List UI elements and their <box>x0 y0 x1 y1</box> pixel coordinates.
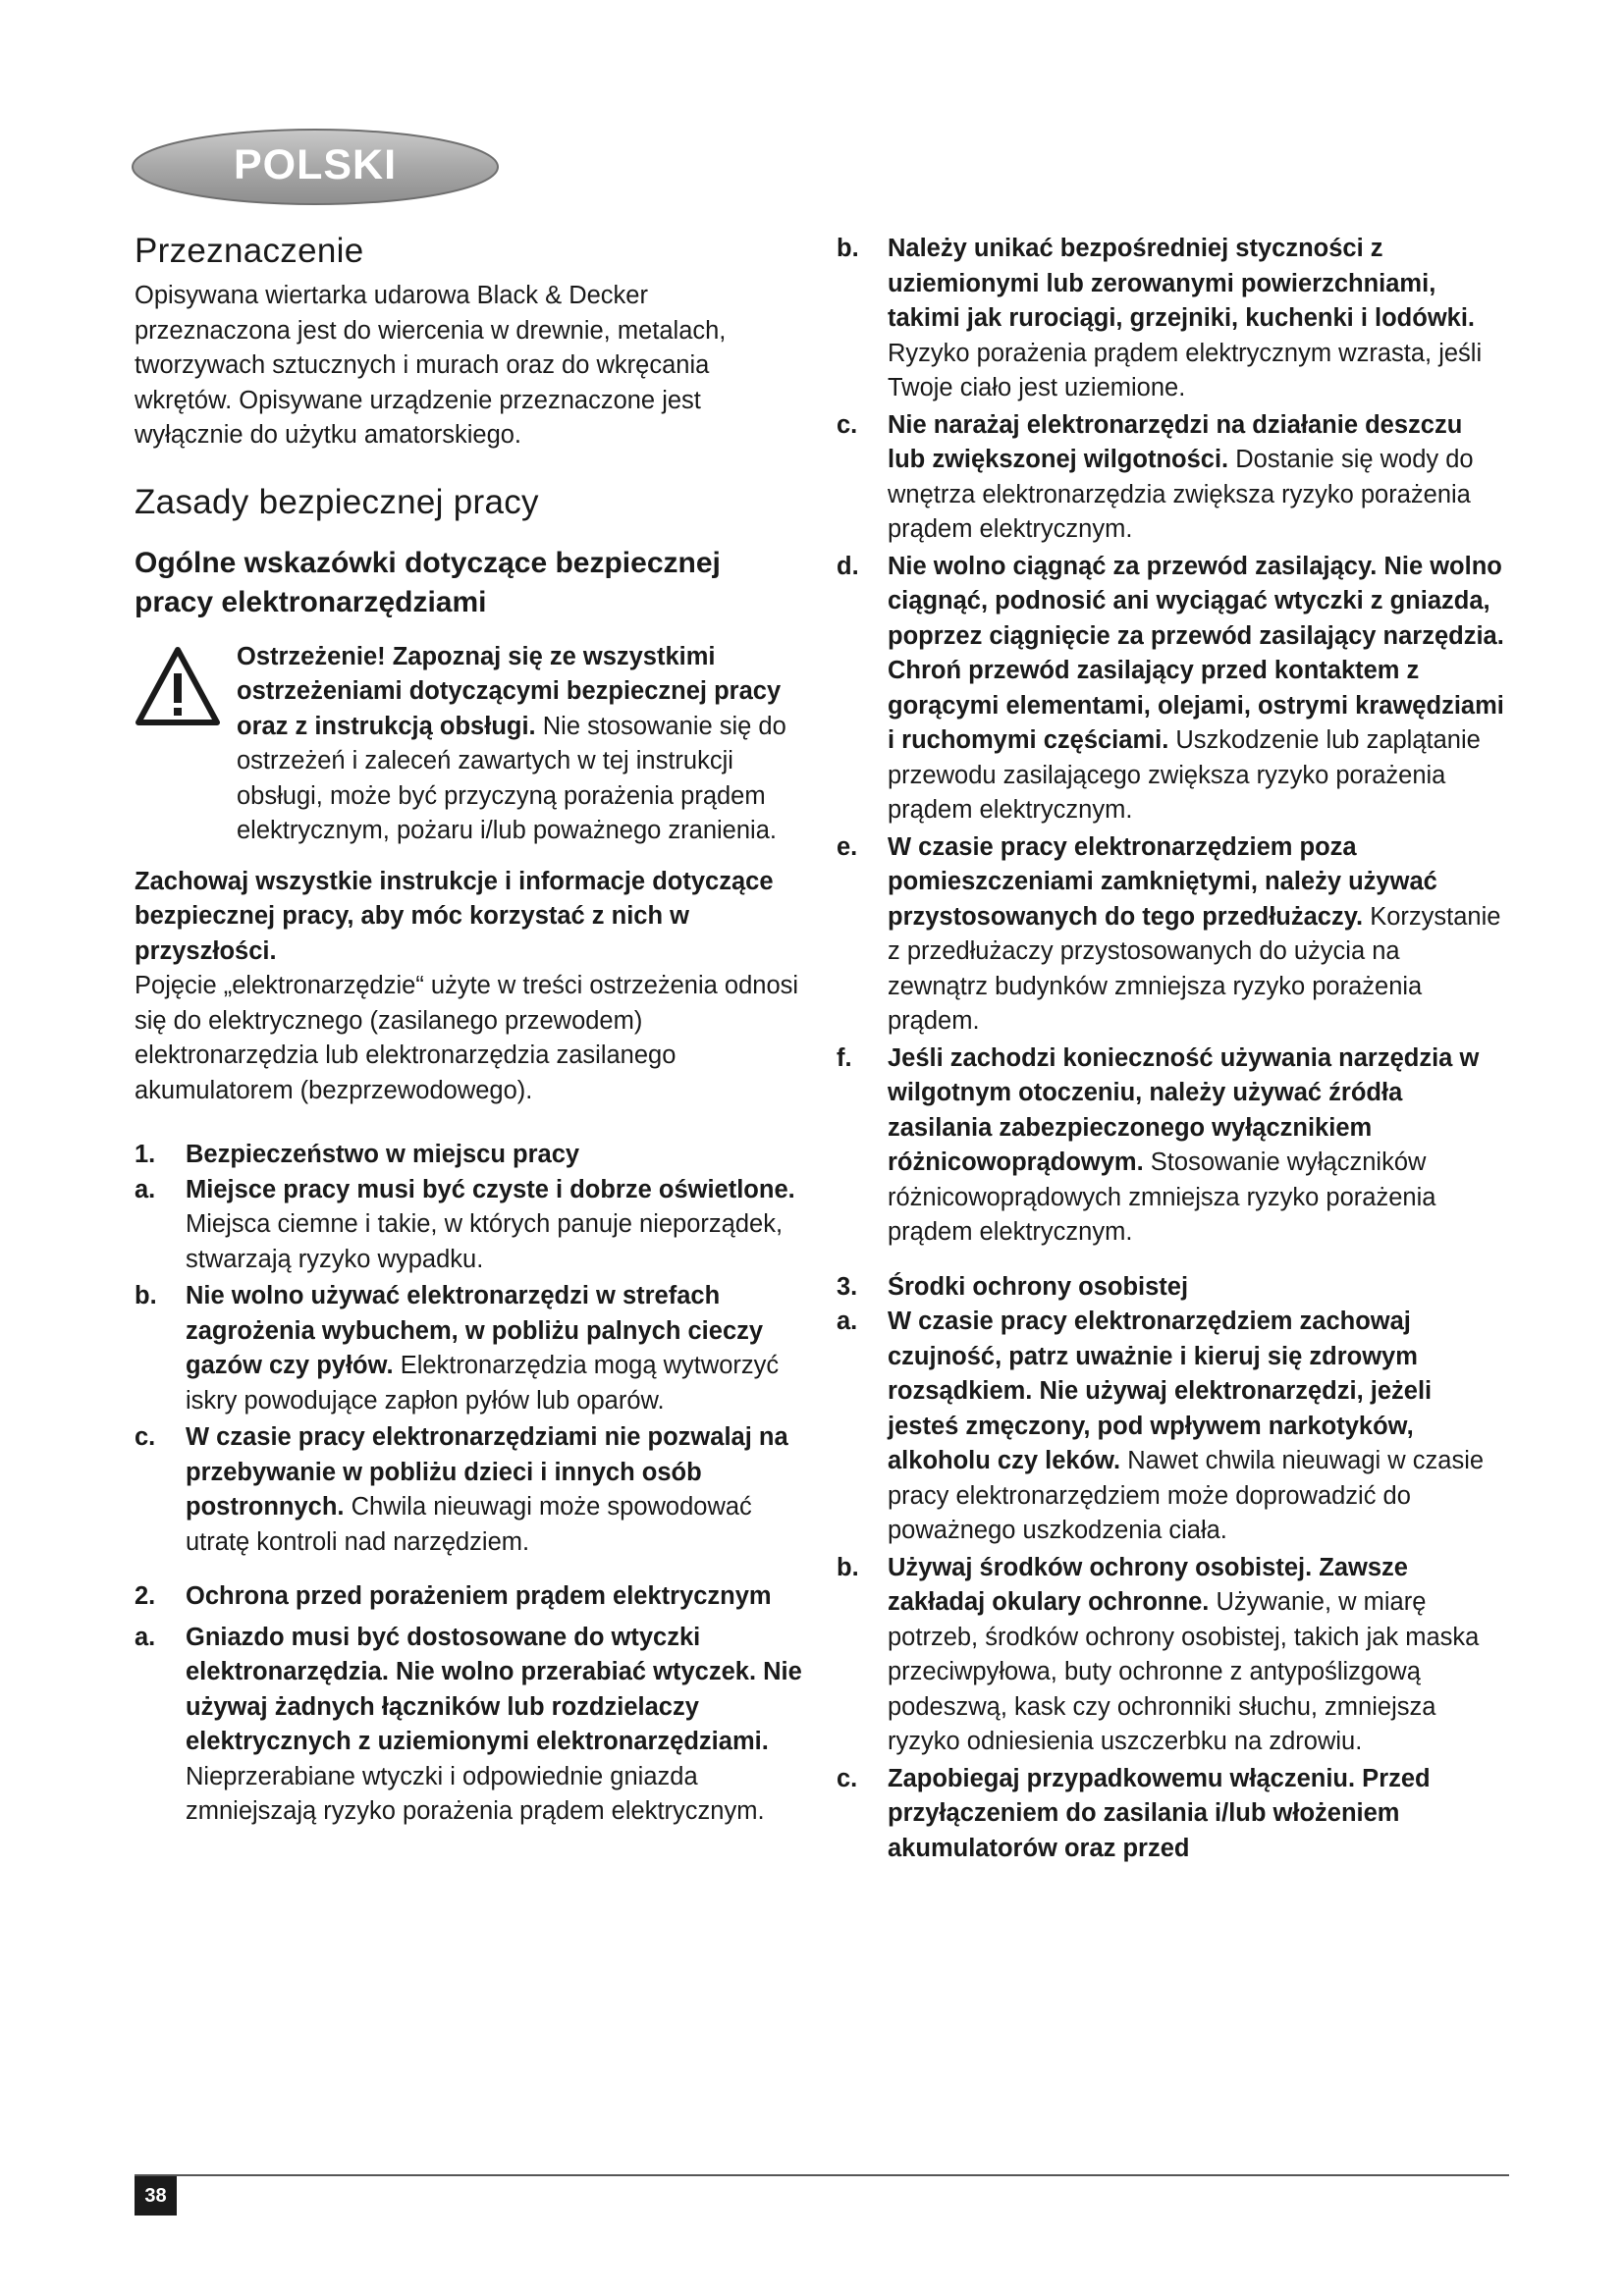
list-item <box>837 1041 1504 1251</box>
item-bold: Miejsce pracy musi być czyste i dobrze oświetlone. <box>186 1175 795 1203</box>
item-letter: c. <box>837 1764 858 1792</box>
spacer <box>837 1253 1504 1270</box>
keep-text: Pojęcie „elektronarzędzie“ użyte w treści ostrzeżenia odnosi się do elektrycznego (zasilanego przewodem) elektronarzędzia lub elektronarzędzia zasilanego akumulatorem (bezprzewodowego). <box>135 972 799 1104</box>
item-letter: b. <box>135 1282 157 1309</box>
warning-bold: Ostrzeżenie! Zapoznaj się ze wszystkimi ostrzeżeniami dotyczącymi bezpiecznej pracy oraz z instrukcją obsługi. <box>237 642 782 740</box>
language-label: POLSKI <box>233 141 398 188</box>
footer-divider <box>135 2174 1509 2176</box>
item-letter: d. <box>837 552 859 580</box>
electrical-section <box>135 1579 802 1830</box>
right-column <box>837 232 1504 1868</box>
item-bold: Nie wolno ciągnąć za przewód zasilający. Nie wolno ciągnąć, podnosić ani wyciągać wtyczki z gniazda, poprzez ciągnięcie za przewód zasilający narzędzia. Chroń przewód zasilający przed kontaktem z gorącymi elementami, olejami, ostrymi krawędziami i ruchomymi częściami. <box>888 552 1504 754</box>
personal-safety-heading <box>837 1270 1504 1306</box>
item-bold: Gniazdo musi być dostosowane do wtyczki elektronarzędzia. Nie wolno przerabiać wtyczek. Nie używaj żadnych łączników lub rozdzielaczy elektrycznych z uziemionymi elektronarzędziami. <box>186 1623 802 1755</box>
item-letter: b. <box>837 1553 859 1581</box>
item-bold: Należy unikać bezpośredniej styczności z uziemionymi lub zerowanymi powierzchniami, takimi jak rurociągi, grzejniki, kuchenki i lodówki. <box>888 235 1476 332</box>
item-letter: a. <box>135 1175 156 1203</box>
item-letter: c. <box>837 410 858 439</box>
warning-triangle-icon <box>135 646 221 726</box>
work-area-title: Bezpieczeństwo w miejscu pracy <box>186 1141 580 1168</box>
item-text: Ryzyko porażenia prądem elektrycznym wzrasta, jeśli Twoje ciało jest uziemione. <box>888 339 1483 401</box>
list-item <box>135 1420 802 1560</box>
list-item <box>837 408 1504 548</box>
list-item <box>837 1551 1504 1760</box>
safety-subheading: Ogólne wskazówki dotyczące bezpiecznej pracy elektronarzędziami <box>135 546 721 618</box>
item-text: Stosowanie wyłączników różnicowoprądowych zmniejsza ryzyko porażenia prądem elektrycznym. <box>888 1148 1436 1246</box>
list-item <box>135 1279 802 1418</box>
electrical-continued <box>837 232 1504 1251</box>
work-area-section <box>135 1138 802 1560</box>
warning-normal: Nie stosowanie się do ostrzeżeń i zaleceń zawartych w tej instrukcji obsługi, może być przyczyną porażenia prądem elektrycznym, pożaru i/lub poważnego zranienia. <box>237 712 786 844</box>
electrical-heading <box>135 1579 802 1615</box>
item-bold: W czasie pracy elektronarzędziem zachowaj czujność, patrz uważnie i kieruj się zdrowym rozsądkiem. Nie używaj elektronarzędzi, jeżeli jesteś zmęczony, pod wpływem narkotyków, alkoholu czy leków. <box>888 1308 1433 1474</box>
item-bold: Używaj środków ochrony osobistej. Zawsze zakładaj okulary ochronne. <box>888 1553 1408 1616</box>
item-text: Używanie, w miarę potrzeb, środków ochrony osobistej, takich jak maska przeciwpyłowa, buty ochronne z antypoślizgową podeszwą, kask czy ochronniki słuchu, zmniejsza ryzyko odniesienia uszczerbku na zdrowiu. <box>888 1588 1480 1755</box>
list-item <box>837 1762 1504 1867</box>
electrical-number: 2. <box>135 1582 156 1610</box>
item-text: Nieprzerabiane wtyczki i odpowiednie gniazda zmniejszają ryzyko porażenia prądem elektrycznym. <box>186 1762 765 1825</box>
keep-bold: Zachowaj wszystkie instrukcje i informacje dotyczące bezpiecznej pracy, aby móc korzystać z nich w przyszłości. <box>135 867 774 965</box>
item-letter: a. <box>135 1623 156 1651</box>
work-area-heading <box>135 1138 802 1173</box>
intended-use-section <box>135 232 802 454</box>
item-text: Chwila nieuwagi może spowodować utratę kontroli nad narzędziem. <box>186 1493 752 1556</box>
item-letter: e. <box>837 832 858 861</box>
item-text: Miejsca ciemne i takie, w których panuje nieporządek, stwarzają ryzyko wypadku. <box>186 1210 784 1273</box>
item-text: Nawet chwila nieuwagi w czasie pracy elektronarzędziem może doprowadzić do poważnego uszkodzenia ciała. <box>888 1447 1485 1544</box>
list-item <box>135 1621 802 1830</box>
item-letter: c. <box>135 1423 156 1451</box>
list-item <box>837 1305 1504 1549</box>
personal-safety-section <box>837 1270 1504 1867</box>
item-bold: Nie wolno używać elektronarzędzi w strefach zagrożenia wybuchem, w pobliżu palnych cieczy gazów czy pyłów. <box>186 1282 764 1379</box>
work-area-number: 1. <box>135 1141 156 1168</box>
personal-safety-title: Środki ochrony osobistej <box>888 1272 1189 1301</box>
electrical-title: Ochrona przed porażeniem prądem elektrycznym <box>186 1582 772 1610</box>
page-number: 38 <box>135 2176 177 2216</box>
intended-use-heading: Przeznaczenie <box>135 232 364 270</box>
intended-use-text: Opisywana wiertarka udarowa Black & Decker przeznaczona jest do wiercenia w drewnie, metalach, tworzywach sztucznych i murach oraz do wkręcania wkrętów. Opisywane urządzenie przeznaczone jest wyłącznie do użytku amatorskiego. <box>135 282 727 449</box>
left-column <box>135 232 802 1832</box>
item-bold: Zapobiegaj przypadkowemu włączeniu. Przed przyłączeniem do zasilania i/lub włożeniem akumulatorów oraz przed <box>888 1764 1431 1862</box>
list-item <box>135 1173 802 1278</box>
item-bold: Jeśli zachodzi konieczność używania narzędzia w wilgotnym otoczeniu, należy używać źródła zasilania zabezpieczonego wyłącznikiem różnicowoprądowym. <box>888 1043 1480 1176</box>
item-letter: a. <box>837 1308 858 1335</box>
personal-safety-number: 3. <box>837 1272 858 1301</box>
item-letter: b. <box>837 235 859 262</box>
item-text: Dostanie się wody do wnętrza elektronarzędzia zwiększa ryzyko porażenia prądem elektrycznym. <box>888 446 1474 543</box>
item-bold: Nie narażaj elektronarzędzi na działanie deszczu lub zwiększonej wilgotności. <box>888 410 1463 473</box>
spacer <box>135 1562 802 1579</box>
item-letter: f. <box>837 1043 852 1072</box>
item-text: Elektronarzędzia mogą wytworzyć iskry powodujące zapłon pyłów lub oparów. <box>186 1352 780 1415</box>
list-item <box>837 830 1504 1040</box>
item-bold: W czasie pracy elektronarzędziem poza pomieszczeniami zamkniętymi, należy używać przystosowanych do tego przedłużaczy. <box>888 832 1437 931</box>
item-text: Korzystanie z przedłużaczy przystosowanych do użycia na zewnątrz budynków zmniejsza ryzyko porażenia prądem. <box>888 902 1501 1035</box>
language-tab <box>131 128 500 206</box>
list-item <box>837 550 1504 828</box>
item-bold: W czasie pracy elektronarzędziami nie pozwalaj na przebywanie w pobliżu dzieci i innych osób postronnych. <box>186 1423 788 1521</box>
warning-text <box>237 640 802 849</box>
keep-instructions <box>135 865 802 1109</box>
warning-block <box>135 640 802 849</box>
safety-heading: Zasady bezpiecznej pracy <box>135 482 539 521</box>
list-item <box>837 232 1504 406</box>
item-text: Uszkodzenie lub zaplątanie przewodu zasilającego zwiększa ryzyko porażenia prądem elektrycznym. <box>888 726 1481 824</box>
